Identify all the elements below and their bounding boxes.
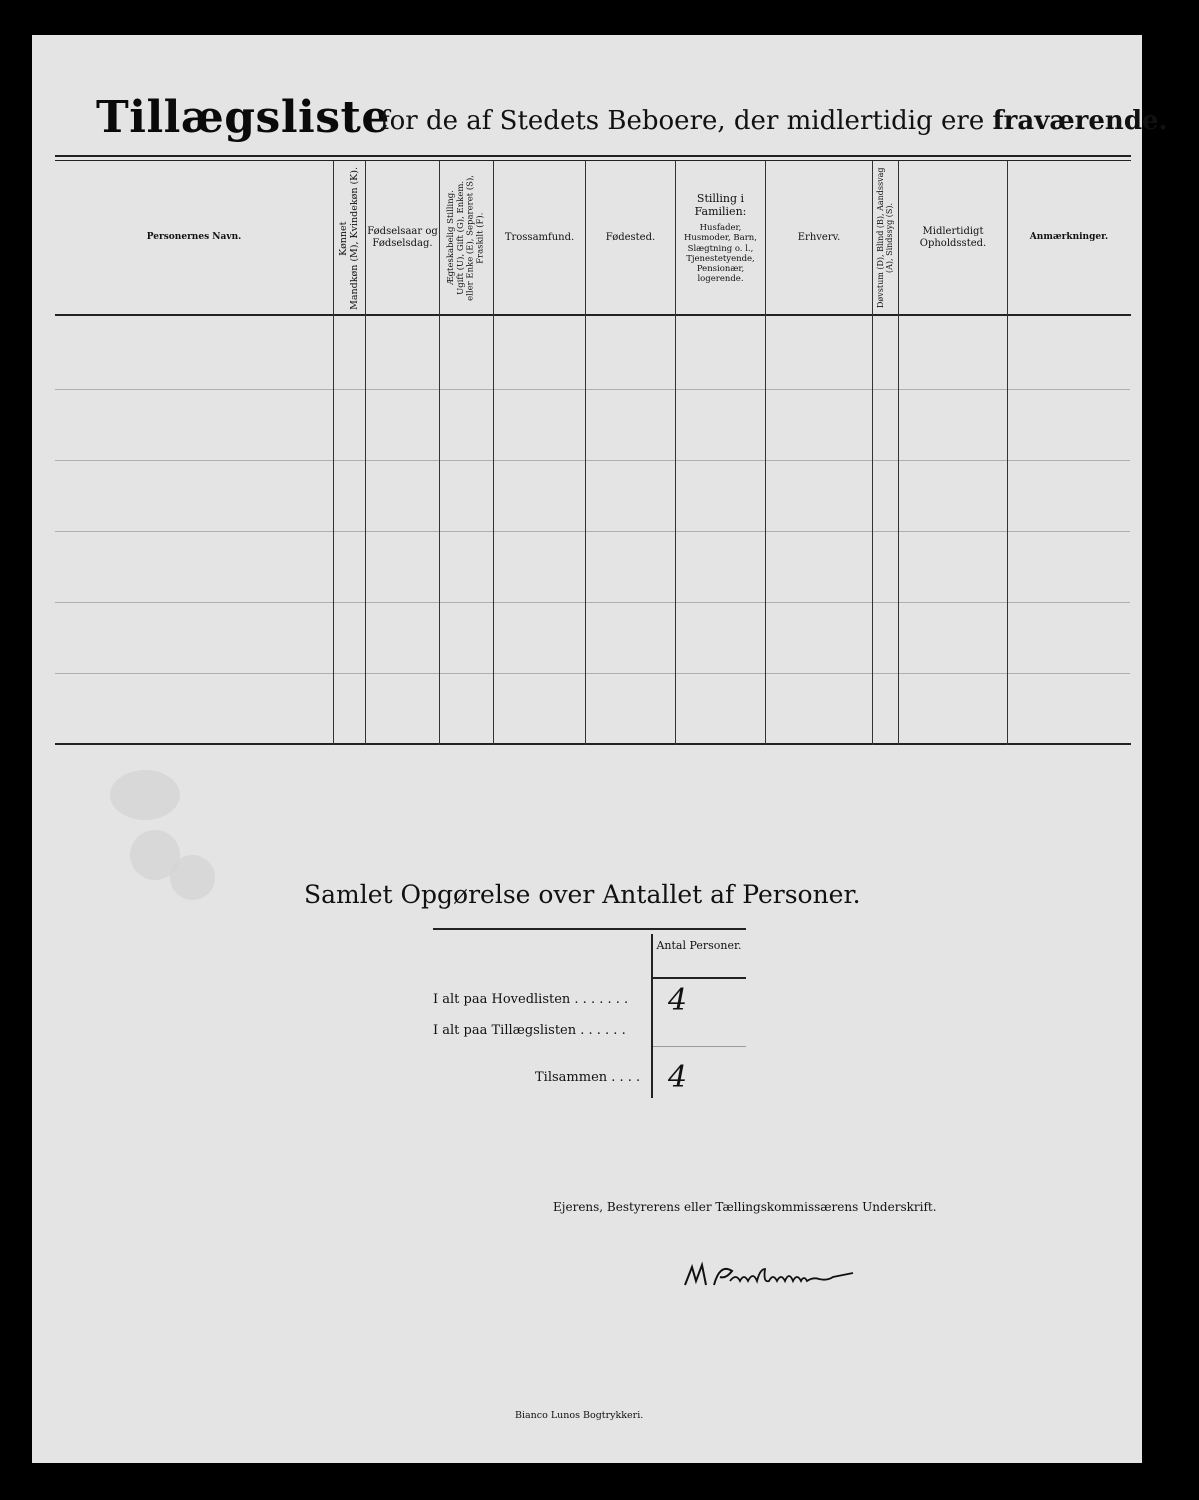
- column-header-birthplace-text: Fødested.: [605, 231, 656, 243]
- summary-vertical-rule: [651, 934, 653, 1098]
- column-header-sex: [334, 162, 365, 314]
- form-subtitle-bold: fraværende.: [992, 106, 1168, 136]
- summary-subtotal-rule: [653, 1046, 746, 1047]
- column-header-birth-text: Fødselsaar og Fødselsdag.: [367, 225, 438, 249]
- table-row-line: [55, 531, 1130, 532]
- column-header-name-text: Personernes Navn.: [146, 232, 242, 243]
- summary-value-main-list: 4: [668, 983, 688, 1018]
- summary-row-main-list: I alt paa Hovedlisten . . . . . . .: [433, 992, 629, 1007]
- column-header-remarks: [1008, 162, 1130, 314]
- paper-smudge: [110, 770, 180, 820]
- column-header-remarks-text: Anmærkninger.: [1029, 232, 1109, 243]
- signature-label: Ejerens, Bestyrerens eller Tællingskommissærens Underskrift.: [553, 1200, 937, 1214]
- column-header-temporary-residence-text: Midlertidigt Opholdssted.: [919, 225, 987, 249]
- column-header-family-position-detail: Husfader, Husmoder, Barn, Slægtning o. l., Tjenestetyende, Pensionær, logerende.: [684, 223, 757, 285]
- column-header-religion-text: Trossamfund.: [504, 231, 575, 243]
- summary-title: Samlet Opgørelse over Antallet af Personer.: [304, 880, 861, 909]
- paper-smudge: [170, 855, 215, 900]
- summary-row-total: Tilsammen . . . .: [535, 1070, 641, 1085]
- column-header-family-position: [676, 162, 765, 314]
- table-row-line: [55, 673, 1130, 674]
- column-header-sex-text: Kønnet Mandkøn (M), Kvindekøn (K).: [337, 166, 360, 310]
- column-header-disability-text: Døvstum (D), Blind (B), Aandssvag (A), Sindssyg (S).: [876, 167, 895, 309]
- column-header-religion: [494, 162, 585, 314]
- column-header-marital: [440, 162, 493, 314]
- column-header-name: [55, 162, 333, 314]
- summary-value-total: 4: [668, 1060, 688, 1095]
- column-header-family-position-text: Stilling i Familien:: [694, 191, 747, 219]
- printer-imprint: Bianco Lunos Bogtrykkeri.: [515, 1410, 644, 1421]
- column-header-birthplace: [586, 162, 675, 314]
- form-subtitle: [380, 106, 1168, 136]
- table-top-rule-thin: [55, 160, 1131, 161]
- table-top-rule: [55, 155, 1131, 157]
- table-row-line: [55, 460, 1130, 461]
- table-header-rule: [55, 314, 1131, 316]
- column-header-occupation-text: Erhverv.: [797, 231, 841, 243]
- column-header-marital-text: Ægteskabelig Stilling. Ugift (U), Gift (G), Enkem. eller Enke (E), Separeret (S), Fraskilt (F).: [445, 175, 486, 301]
- summary-row-supplement-list: I alt paa Tillægslisten . . . . . .: [433, 1023, 626, 1038]
- summary-top-rule: [433, 928, 746, 930]
- column-header-occupation: [766, 162, 872, 314]
- table-bottom-rule: [55, 743, 1131, 745]
- table-row-line: [55, 602, 1130, 603]
- form-subtitle-text: for de af Stedets Beboere, der midlertidig ere: [380, 106, 985, 136]
- table-row-line: [55, 389, 1130, 390]
- column-header-birth: [366, 162, 439, 314]
- form-title: Tillægsliste: [96, 92, 390, 143]
- handwritten-signature: [680, 1255, 890, 1295]
- summary-header-rule: [653, 977, 746, 979]
- summary-column-header: Antal Personer.: [656, 939, 742, 952]
- column-header-temporary-residence: [899, 162, 1007, 314]
- column-header-disability: [873, 162, 898, 314]
